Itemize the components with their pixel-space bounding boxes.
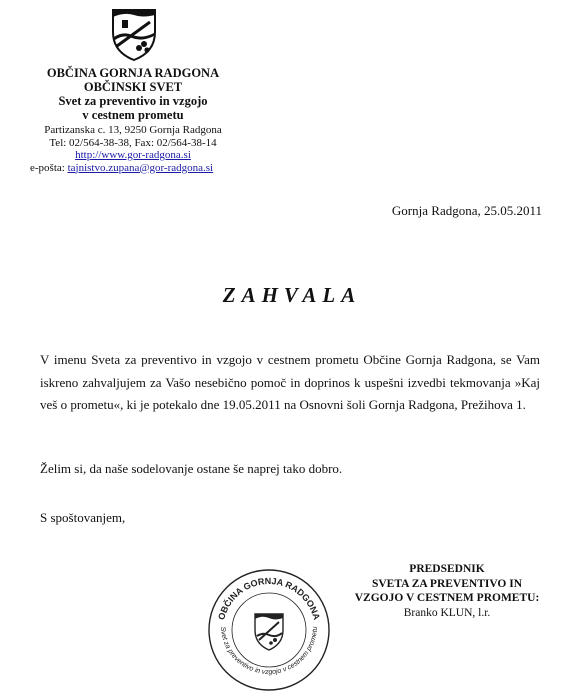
body-paragraph: V imenu Sveta za preventivo in vzgojo v cestnem prometu Občine Gornja Radgona, se Vam iskreno zahvaljujem za Vašo nesebično pomoč in doprinos k uspešni izvedbi tekmovanja »Kaj veš o prometu«, ki je potekalo dne 19.05.2011 na Osnovni šoli Gornja Radgona, Prežihova 1. bbox=[40, 352, 540, 412]
signatory-role-line-1: PREDSEDNIK bbox=[409, 563, 485, 575]
address: Partizanska c. 13, 9250 Gornja Radgona bbox=[44, 124, 222, 136]
closing-greeting: S spoštovanjem, bbox=[40, 510, 126, 525]
phone-fax: Tel: 02/564-38-38, Fax: 02/564-38-14 bbox=[49, 136, 217, 149]
document-title: ZAHVALA bbox=[222, 283, 362, 307]
email-label: e-pošta: bbox=[30, 161, 65, 174]
wish-sentence: Želim si, da naše sodelovanje ostane še naprej tako dobro. bbox=[40, 461, 343, 476]
date-line: Gornja Radgona, 25.05.2011 bbox=[391, 203, 542, 218]
signatory-role-line-2: SVETA ZA PREVENTIVO IN bbox=[371, 577, 523, 590]
svg-text:Svet za preventivo in vzgojo v bbox=[219, 626, 319, 676]
official-stamp-icon bbox=[207, 568, 331, 692]
signatory-name: Branko KLUN, l.r. bbox=[403, 606, 491, 619]
committee-line-1: Svet za preventivo in vzgojo bbox=[58, 94, 208, 108]
municipality-crest-icon bbox=[110, 6, 158, 62]
letterhead bbox=[26, 66, 240, 174]
org-name: OBČINA GORNJA RADGONA bbox=[46, 66, 220, 80]
signatory-role-line-3: VZGOJO V CESTNEM PROMETU: bbox=[354, 592, 540, 604]
signature-block bbox=[336, 562, 558, 620]
website-link[interactable]: http://www.gor-radgona.si bbox=[75, 149, 191, 161]
email-row bbox=[26, 162, 240, 175]
email-link[interactable]: tajnistvo.zupana@gor-radgona.si bbox=[67, 161, 214, 174]
stamp-inner-text: Svet za preventivo in vzgojo v cestnem prometu bbox=[218, 626, 320, 677]
council-name: OBČINSKI SVET bbox=[83, 80, 183, 94]
stamp-outer-text: OBČINA GORNJA RADGONA bbox=[216, 575, 322, 621]
committee-line-2: v cestnem prometu bbox=[82, 108, 184, 122]
